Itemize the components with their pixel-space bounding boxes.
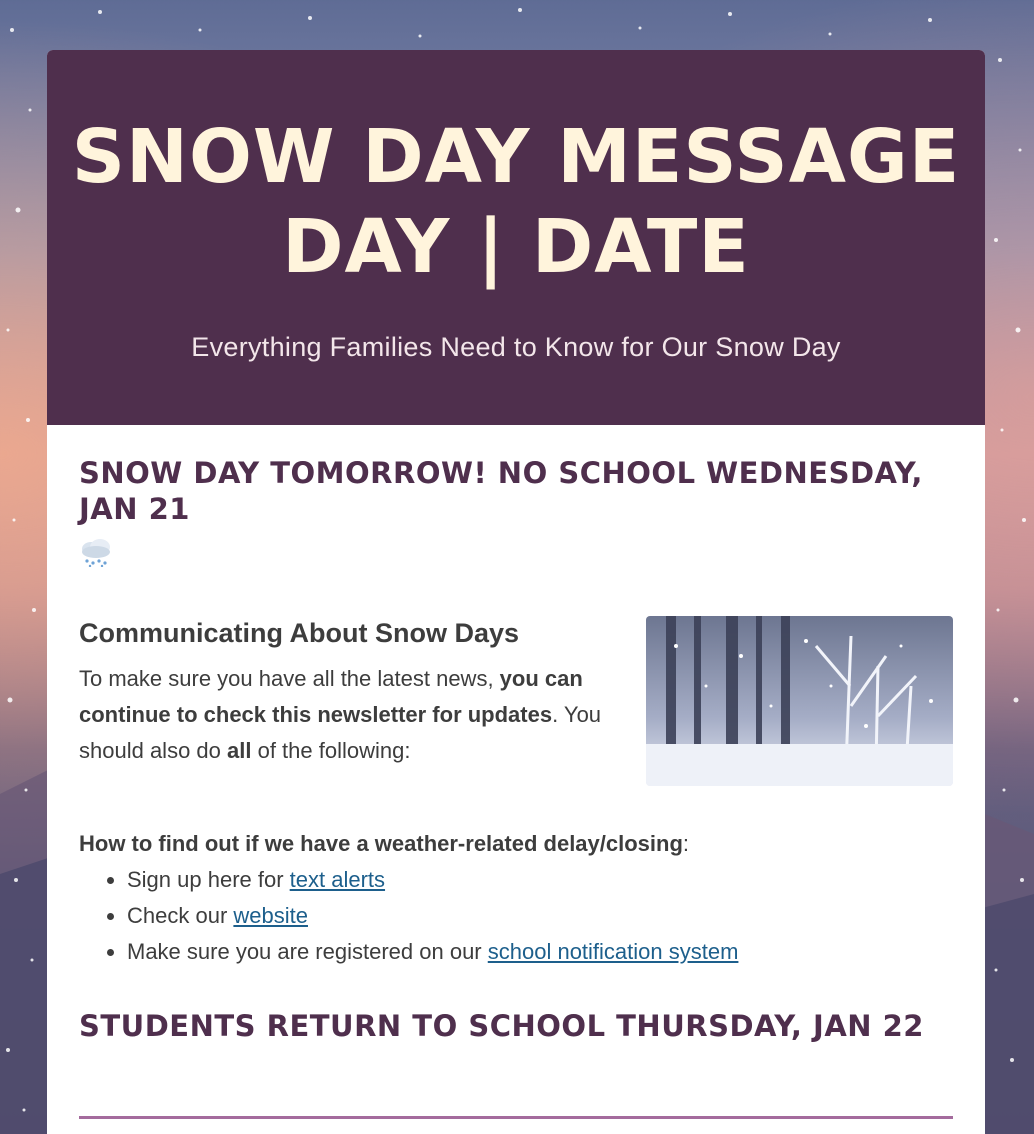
newsletter-header: [47, 50, 985, 425]
title-line-2: DAY | DATE: [282, 204, 750, 290]
paragraph-text: To make sure you have all the latest news,: [79, 666, 500, 691]
snow-day-heading: [79, 455, 953, 527]
paragraph-text: of the following:: [251, 738, 411, 763]
list-item: [127, 934, 953, 970]
list-item-text: Make sure you are registered on our: [127, 939, 488, 964]
paragraph-bold-text: all: [227, 738, 252, 763]
title-line-1: SNOW DAY MESSAGE: [71, 114, 961, 200]
newsletter-card: [47, 50, 985, 1134]
text-alerts-link[interactable]: text alerts: [289, 867, 386, 892]
list-item-text: Sign up here for: [127, 867, 290, 892]
newsletter-title: [47, 112, 985, 292]
newsletter-content: [47, 425, 985, 1119]
website-link[interactable]: website: [233, 903, 308, 928]
communicating-paragraph: [79, 661, 624, 769]
communicating-section: [79, 616, 953, 786]
communicating-heading: Communicating About Snow Days: [79, 618, 520, 648]
howto-colon: :: [682, 831, 690, 856]
snowy-forest-image: [646, 616, 953, 786]
section-divider: [79, 1116, 953, 1119]
list-item: [127, 862, 953, 898]
return-to-school-heading: STUDENTS RETURN TO SCHOOL THURSDAY, JAN 22: [79, 1009, 924, 1043]
snow-cloud-icon: [79, 537, 113, 572]
paragraph-text: . You should also do: [79, 702, 602, 763]
howto-label: [79, 826, 953, 862]
snow-day-heading-text: SNOW DAY TOMORROW! NO SCHOOL WEDNESDAY, JAN 21: [79, 456, 923, 526]
school-notification-system-link[interactable]: school notification system: [487, 939, 739, 964]
newsletter-subtitle: Everything Families Need to Know for Our Snow Day: [191, 332, 841, 362]
list-item: [127, 898, 953, 934]
list-item-text: Check our: [127, 903, 234, 928]
howto-list: [127, 862, 953, 970]
paragraph-bold-text: you can continue to check this newsletter for updates: [79, 666, 583, 727]
howto-label-bold: How to find out if we have a weather-related delay/closing: [79, 831, 683, 856]
